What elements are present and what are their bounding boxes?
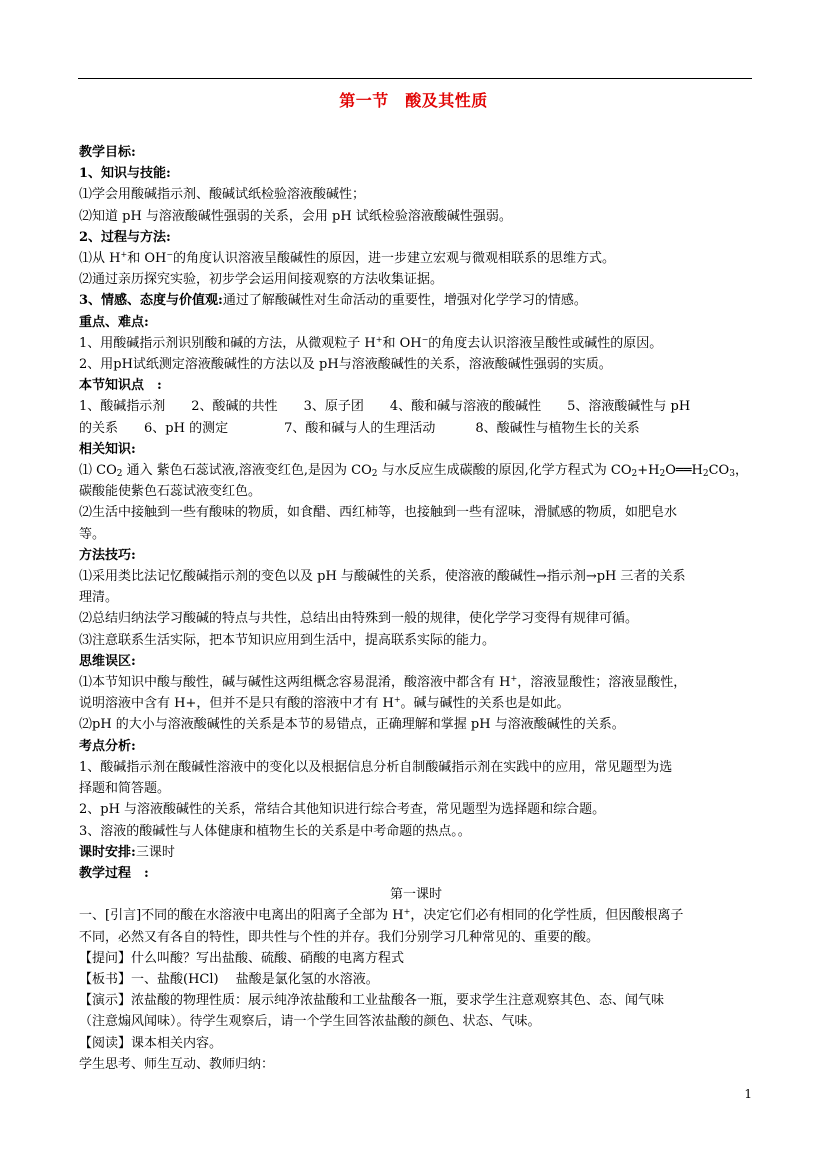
exam-item-1: 1、酸碱指示剂在酸碱性溶液中的变化以及根据信息分析自制酸碱指示剂在实践中的应用，常见题型为选 bbox=[79, 759, 673, 775]
key-point-1: 1、用酸碱指示剂识别酸和碱的方法，从微观粒子 H+和 OH−的角度去认识溶液呈酸性或碱性的原因。 bbox=[79, 334, 663, 351]
lesson-reading: 【阅读】课本相关内容。 bbox=[79, 1035, 223, 1051]
lesson-demo-cont: （注意煽风闻味）。待学生观察后，请一个学生回答浓盐酸的颜色、状态、气味。 bbox=[79, 1014, 541, 1030]
exam-analysis-heading: 考点分析: bbox=[79, 738, 136, 754]
method-item-3: ⑶注意联系生活实际，把本节知识应用到生活中，提高联系实际的能力。 bbox=[79, 632, 496, 648]
document-body bbox=[79, 142, 753, 1075]
knowledge-points-line-2: 的关系 6、pH 的测定 7、酸和碱与人的生理活动 8、酸碱性与植物生长的关系 bbox=[79, 420, 640, 436]
method-heading: 方法技巧: bbox=[79, 547, 136, 563]
lesson-intro-cont: 不同，必然又有各自的特性，即共性与个性的并存。我们分别学习几种常见的、重要的酸。 bbox=[79, 929, 600, 945]
knowledge-item-2: ⑵知道 pH 与溶液酸碱性强弱的关系，会用 pH 试纸检验溶液酸碱性强弱。 bbox=[79, 208, 512, 224]
process-item-1: ⑴从 H+和 OH−的角度认识溶液呈酸碱性的原因，进一步建立宏观与微观相联系的思维方式。 bbox=[79, 250, 616, 267]
key-point-2: 2、用pH试纸测定溶液酸碱性的方法以及 pH与溶液酸碱性的关系，溶液酸碱性强弱的实质。 bbox=[79, 357, 612, 373]
page-number: 1 bbox=[744, 1087, 752, 1101]
page-title: 第一节 酸及其性质 bbox=[339, 91, 488, 110]
related-item-1-cont: 碳酸能使紫色石蕊试液变红色。 bbox=[79, 484, 262, 500]
method-item-1-cont: 理清。 bbox=[79, 590, 119, 606]
process-item-2: ⑵通过亲历探究实验，初步学会运用间接观察的方法收集证据。 bbox=[79, 272, 444, 288]
teaching-process-heading: 教学过程 : bbox=[79, 865, 149, 881]
method-item-1: ⑴采用类比法记忆酸碱指示剂的变色以及 pH 与酸碱性的关系，使溶液的酸碱性→指示剂→pH 三者的关系 bbox=[79, 569, 686, 585]
exam-item-1-cont: 择题和简答题。 bbox=[79, 781, 171, 797]
lesson-board: 【板书】一、盐酸(HCl) 盐酸是氯化氢的水溶液。 bbox=[79, 971, 379, 987]
lesson-question: 【提问】什么叫酸？写出盐酸、硫酸、硝酸的电离方程式 bbox=[79, 950, 405, 966]
knowledge-heading: 1、知识与技能: bbox=[79, 166, 171, 182]
related-item-1: ⑴ $CO_2$ 通入 紫色石蕊试液,溶液变红色,是因为 $CO_2$ 与水反应生成碳酸的原因,化学方程式为 $CO_2+H_2O══H_2CO_3$， bbox=[79, 463, 748, 480]
header-rule bbox=[78, 78, 752, 79]
key-points-heading: 重点、难点: bbox=[79, 314, 149, 330]
exam-item-3: 3、溶液的酸碱性与人体健康和植物生长的关系是中考命题的热点。。 bbox=[79, 823, 471, 839]
misconception-heading: 思维误区: bbox=[79, 653, 136, 669]
exam-item-2: 2、pH 与溶液酸碱性的关系，常结合其他知识进行综合考查，常见题型为选择题和综合题。 bbox=[79, 802, 606, 818]
schedule-line: 课时安排:三课时 bbox=[79, 844, 175, 860]
lesson-demo: 【演示】浓盐酸的物理性质：展示纯净浓盐酸和工业盐酸各一瓶，要求学生注意观察其色、态、闻气味 bbox=[79, 993, 665, 1009]
lesson-summary: 学生思考、师生互动、教师归纳： bbox=[79, 1056, 275, 1072]
knowledge-points-line-1: 1、酸碱指示剂 2、酸碱的共性 3、原子团 4、酸和碱与溶液的酸碱性 5、溶液酸碱性与 pH bbox=[79, 399, 691, 415]
misconception-item-1-cont: 说明溶液中含有 H+，但并不是只有酸的溶液中才有 H+。碱与碱性的关系也是如此。 bbox=[79, 695, 570, 712]
method-item-2: ⑵总结归纳法学习酸碱的特点与共性，总结出由特殊到一般的规律，使化学学习变得有规律可循。 bbox=[79, 611, 639, 627]
related-item-2: ⑵生活中接触到一些有酸味的物质，如食醋、西红柿等，也接触到一些有涩味，滑腻感的物质，如肥皂水 bbox=[79, 505, 678, 521]
related-item-2-cont: 等。 bbox=[79, 526, 106, 542]
process-heading: 2、过程与方法: bbox=[79, 229, 171, 245]
knowledge-points-heading: 本节知识点 : bbox=[79, 378, 162, 394]
lesson-title: 第一课时 bbox=[389, 887, 442, 903]
knowledge-item-1: ⑴学会用酸碱指示剂、酸碱试纸检验溶液酸碱性； bbox=[79, 187, 366, 203]
lesson-intro: 一、[引言]不同的酸在水溶液中电离出的阳离子全部为 H+，决定它们必有相同的化学性质，但因酸根离子 bbox=[79, 907, 684, 924]
misconception-item-2: ⑵pH 的大小与溶液酸碱性的关系是本节的易错点，正确理解和掌握 pH 与溶液酸碱性的关系。 bbox=[79, 717, 625, 733]
emotion-line: 3、情感、态度与价值观:通过了解酸碱性对生命活动的重要性，增强对化学学习的情感。 bbox=[79, 293, 587, 309]
goals-heading: 教学目标: bbox=[79, 145, 136, 160]
related-knowledge-heading: 相关知识: bbox=[79, 441, 136, 457]
misconception-item-1: ⑴本节知识中酸与酸性，碱与碱性这两组概念容易混淆，酸溶液中都含有 H+，溶液显酸性；溶液显酸性， bbox=[79, 674, 687, 691]
